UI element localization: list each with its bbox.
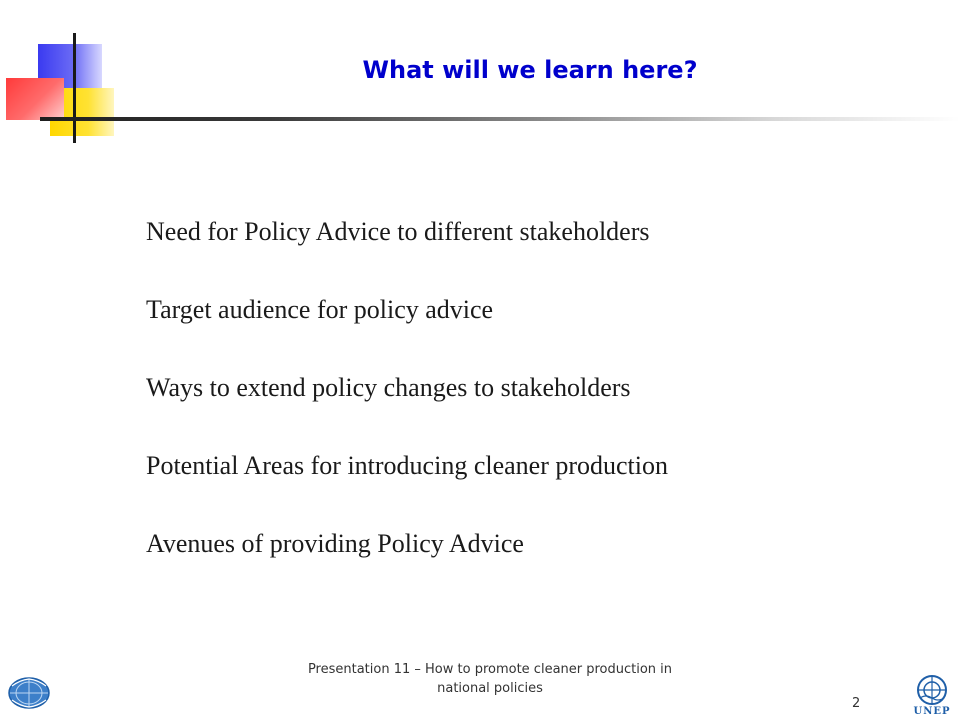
decor-red-square bbox=[6, 78, 64, 120]
list-item: Potential Areas for introducing cleaner production bbox=[146, 451, 669, 480]
decor-vertical-line bbox=[73, 33, 76, 143]
list-item: Ways to extend policy changes to stakeholders bbox=[146, 373, 631, 402]
bullet-list bbox=[146, 214, 668, 604]
list-item: Avenues of providing Policy Advice bbox=[146, 529, 524, 558]
footer-line-2: national policies bbox=[437, 681, 543, 696]
list-item: Target audience for policy advice bbox=[146, 295, 494, 324]
list-item: Need for Policy Advice to different stakeholders bbox=[146, 217, 650, 246]
title-underline bbox=[40, 117, 960, 121]
unep-logo-text: UNEP bbox=[913, 706, 951, 717]
slide-title: What will we learn here? bbox=[362, 56, 698, 84]
page-number: 2 bbox=[852, 696, 861, 711]
unido-logo-icon bbox=[6, 676, 52, 710]
footer-line-1: Presentation 11 – How to promote cleaner production in bbox=[307, 662, 673, 677]
footer-text bbox=[260, 660, 720, 698]
